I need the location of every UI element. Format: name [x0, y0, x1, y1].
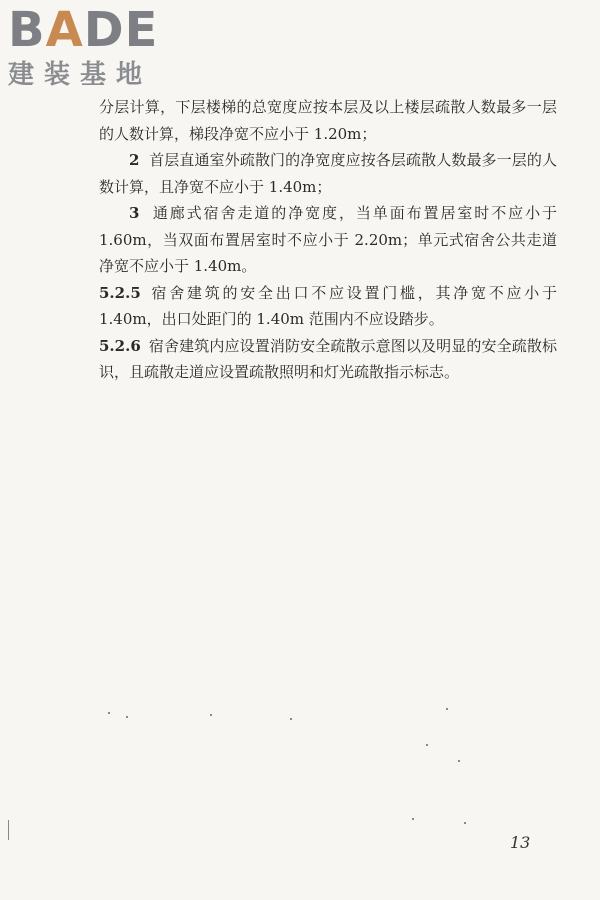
- item-number: 3: [129, 204, 140, 222]
- scan-speck: [458, 760, 460, 762]
- logo-wordmark: [8, 4, 158, 56]
- scan-speck: [108, 712, 110, 714]
- scan-speck: [426, 744, 428, 746]
- list-item-2: [99, 147, 557, 200]
- clause-5-2-5: [99, 280, 557, 333]
- scan-speck: [412, 818, 414, 820]
- item-text: 通廊式宿舍走道的净宽度，当单面布置居室时不应小于 1.60m，当双面布置居室时不应小于 2.20m；单元式宿舍公共走道净宽不应小于 1.40m。: [99, 204, 557, 275]
- paragraph-text: 分层计算，下层楼梯的总宽度应按本层及以上楼层疏散人数最多一层的人数计算，梯段净宽不应小于 1.20m；: [99, 98, 557, 143]
- list-item-3: [99, 200, 557, 280]
- page-number: 13: [510, 833, 531, 852]
- scan-speck: [210, 714, 212, 716]
- item-text: 首层直通室外疏散门的净宽度应按各层疏散人数最多一层的人数计算，且净宽不应小于 1.40m；: [99, 151, 557, 196]
- logo-letters-right: DE: [83, 2, 159, 58]
- clause-text: 宿舍建筑的安全出口不应设置门槛，其净宽不应小于 1.40m，出口处距门的 1.40m 范围内不应设踏步。: [99, 283, 557, 328]
- brand-logo: [8, 4, 178, 94]
- item-number: 2: [129, 151, 140, 169]
- logo-letter-accent: A: [45, 2, 84, 58]
- scan-speck: [464, 822, 466, 824]
- clause-number: 5.2.6: [99, 336, 141, 355]
- clause-number: 5.2.5: [99, 283, 141, 302]
- scan-speck: [290, 718, 292, 720]
- logo-subtitle: 建装基地: [8, 60, 153, 90]
- clause-text: 宿舍建筑内应设置消防安全疏散示意图以及明显的安全疏散标识，且疏散走道应设置疏散照明和灯光疏散指示标志。: [99, 336, 557, 381]
- document-body: [99, 94, 557, 386]
- clause-5-2-6: [99, 333, 557, 386]
- scan-speck: [446, 708, 448, 710]
- scan-speck: [126, 716, 128, 718]
- scan-edge-mark: [8, 820, 9, 840]
- logo-letters-left: B: [8, 2, 46, 58]
- paragraph-continuation: [99, 94, 557, 147]
